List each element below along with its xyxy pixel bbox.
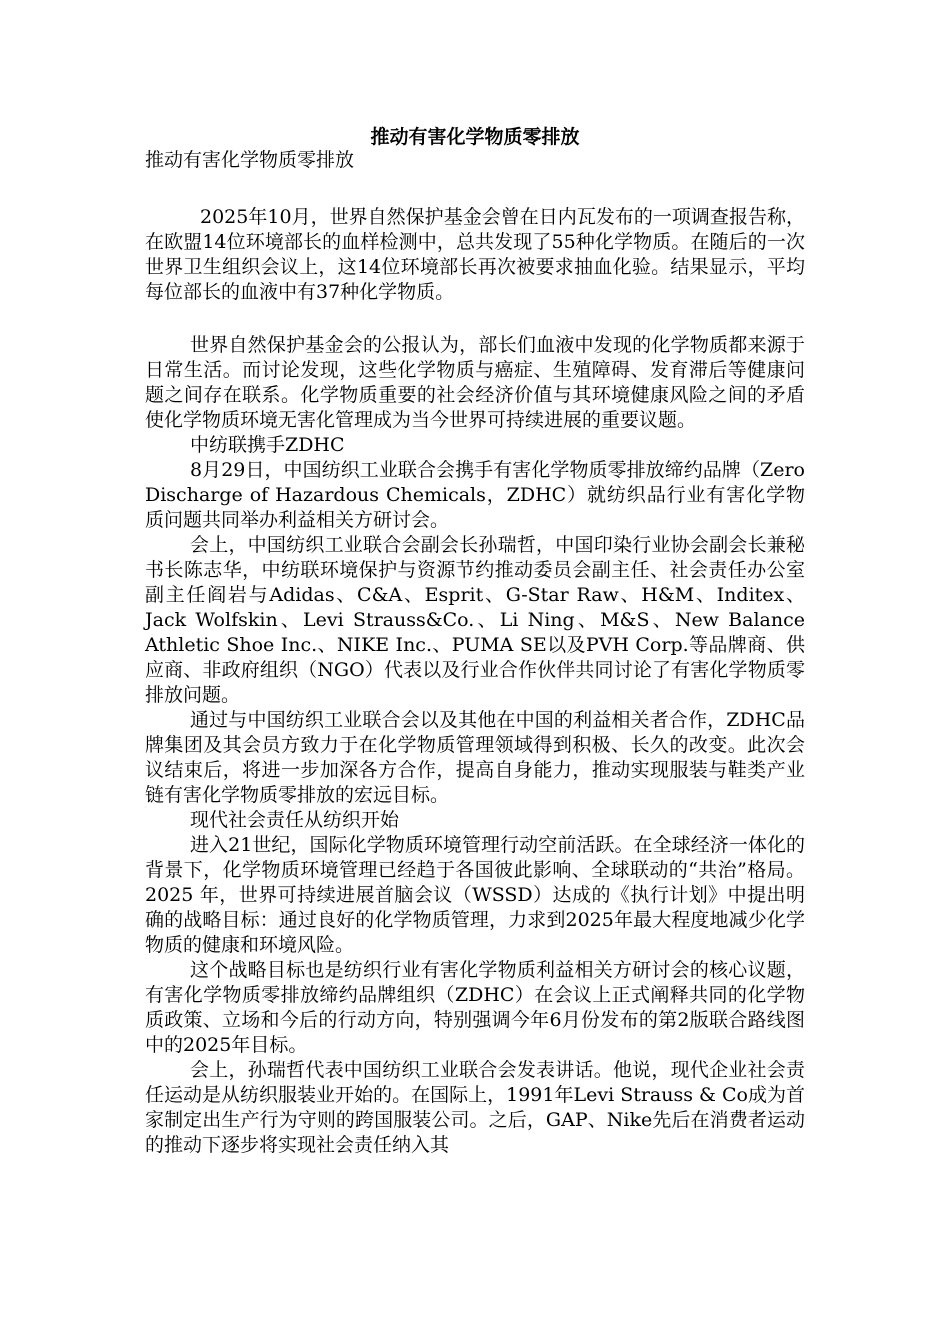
document-body — [145, 148, 805, 1158]
paragraph-seminar: 8月29日，中国纺织工业联合会携手有害化学物质零排放缔约品牌（Zero Discharge of Hazardous Chemicals，ZDHC）就纺织品行业有害化学物质问题共同举办利益相关方研讨会。 — [145, 459, 805, 531]
section-heading-zdhc: 中纺联携手ZDHC — [190, 434, 345, 456]
document-subtitle: 推动有害化学物质零排放 — [145, 149, 355, 171]
section-heading-csr: 现代社会责任从纺织开始 — [190, 809, 400, 831]
paragraph-21st-century: 进入21世纪，国际化学物质环境管理行动空前活跃。在全球经济一体化的背景下，化学物质环境管理已经趋于各国彼此影响、全球联动的“共治”格局。2025 年，世界可持续进展首脑会议（WSSD）达成的《执行计划》中提出明确的战略目标：通过良好的化学物质管理，力求到2025年最大程度地减少化学物质的健康和环境风险。 — [145, 834, 805, 956]
paragraph-wwf-report: 世界自然保护基金会的公报认为，部长们血液中发现的化学物质都来源于日常生活。而讨论发现，这些化学物质与癌症、生殖障碍、发育滞后等健康问题之间存在联系。化学物质重要的社会经济价值与其环境健康风险之间的矛盾使化学物质环境无害化管理成为当今世界可持续进展的重要议题。 — [145, 334, 805, 431]
document-title: 推动有害化学物质零排放 — [370, 126, 580, 148]
paragraph-cooperation: 通过与中国纺织工业联合会以及其他在中国的利益相关者合作，ZDHC品牌集团及其会员方致力于在化学物质管理领域得到积极、长久的改变。此次会议结束后，将进一步加深各方合作，提高自身能力，推动实现服装与鞋类产业链有害化学物质零排放的宏远目标。 — [145, 709, 805, 806]
paragraph-blood-test: 2025年10月，世界自然保护基金会曾在日内瓦发布的一项调查报告称，在欧盟14位环境部长的血样检测中，总共发现了55种化学物质。在随后的一次世界卫生组织会议上，这14位环境部长再次被要求抽血化验。结果显示，平均每位部长的血液中有37种化学物质。 — [145, 206, 805, 303]
spacer — [145, 305, 805, 333]
spacer — [145, 173, 805, 205]
paragraph-participants: 会上，中国纺织工业联合会副会长孙瑞哲，中国印染行业协会副会长兼秘书长陈志华，中纺联环境保护与资源节约推动委员会副主任、社会责任办公室副主任阎岩与Adidas、C&A、Esprit、G-Star Raw、H&M、Inditex、Jack Wolfskin、Levi Strauss&Co.、Li Ning、M&S、New Balance Athletic Shoe Inc.、NIKE Inc.、PUMA SE以及PVH Corp.等品牌商、供应商、非政府组织（NGO）代表以及行业合作伙伴共同讨论了有害化学物质零排放问题。 — [145, 534, 805, 706]
paragraph-strategic-goal: 这个战略目标也是纺织行业有害化学物质利益相关方研讨会的核心议题，有害化学物质零排放缔约品牌组织（ZDHC）在会议上正式阐释共同的化学物质政策、立场和今后的行动方向，特别强调今年6月份发布的第2版联合路线图中的2025年目标。 — [145, 959, 805, 1056]
paragraph-speech: 会上，孙瑞哲代表中国纺织工业联合会发表讲话。他说，现代企业社会责任运动是从纺织服装业开始的。在国际上，1991年Levi Strauss & Co成为首家制定出生产行为守则的跨国服装公司。之后，GAP、Nike先后在消费者运动的推动下逐步将实现社会责任纳入其 — [145, 1059, 805, 1156]
